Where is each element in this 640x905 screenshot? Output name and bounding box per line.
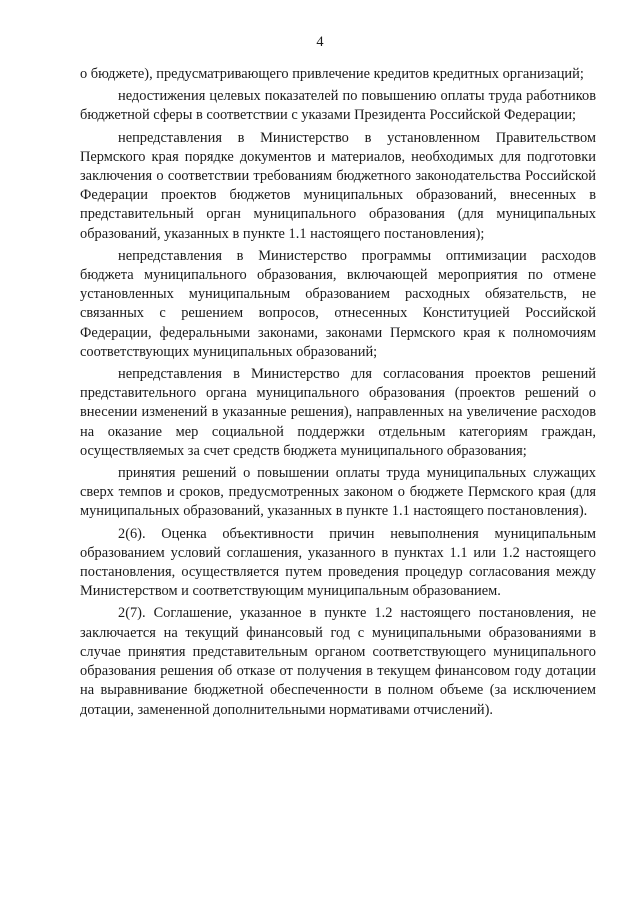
- paragraph-clause-2-7: 2(7). Соглашение, указанное в пункте 1.2 настоящего постановления, не заключается на текущий финансовый год с муниципальными образованиями в случае принятия представительным органом соответствующего муниципального образования решения об отказе от получения в текущем финансовом году дотации на выравнивание бюджетной обеспеченности в полном объеме (за исключением дотации, замененной дополнительными нормативами отчислений).: [80, 605, 596, 718]
- paragraph-draft-decisions: непредставления в Министерство для согласования проектов решений представительного органа муниципального образования (проектов решений о внесении изменений в указанные решения), направленных на увеличение расходов на оказание мер социальной поддержки отдельным категориям граждан, осуществляемых за счет средств бюджета муниципального образования;: [80, 366, 596, 459]
- page-number: 4: [316, 34, 324, 50]
- paragraph-clause-2-6: 2(6). Оценка объективности причин невыполнения муниципальным образованием условий соглашения, указанного в пунктах 1.1 или 1.2 настоящего постановления, осуществляется путем проведения процедур согласования между Министерством и соответствующим муниципальным образованием.: [80, 525, 596, 600]
- paragraph-optimization-program: непредставления в Министерство программы оптимизации расходов бюджета муниципального образования, включающей мероприятия по отмене установленных муниципальным образованием расходных обязательств, не связанных с решением вопросов, отнесенных Конституцией Российской Федерации, федеральными законами, законами Пермского края к полномочиям соответствующих муниципальных образований;: [80, 247, 596, 360]
- paragraph-continuation: о бюджете), предусматривающего привлечение кредитов кредитных организаций;: [80, 66, 584, 82]
- paragraph-salary-increase: принятия решений о повышении оплаты труда муниципальных служащих сверх темпов и сроков, предусмотренных законом о бюджете Пермского края (для муниципальных образований, указанных в пункте 1.1 настоящего постановления).: [80, 465, 596, 520]
- paragraph-target-indicators: недостижения целевых показателей по повышению оплаты труда работников бюджетной сферы в соответствии с указами Президента Российской Федерации;: [80, 88, 596, 124]
- document-body: [80, 65, 596, 723]
- paragraph-documents-submission: непредставления в Министерство в установленном Правительством Пермского края порядке документов и материалов, необходимых для подготовки заключения о соответствии требованиям бюджетного законодательства Российской Федерации проектов бюджетов муниципальных образований, внесенных в представительный орган муниципального образования (для муниципальных образований, указанных в пункте 1.1 настоящего постановления);: [80, 129, 596, 242]
